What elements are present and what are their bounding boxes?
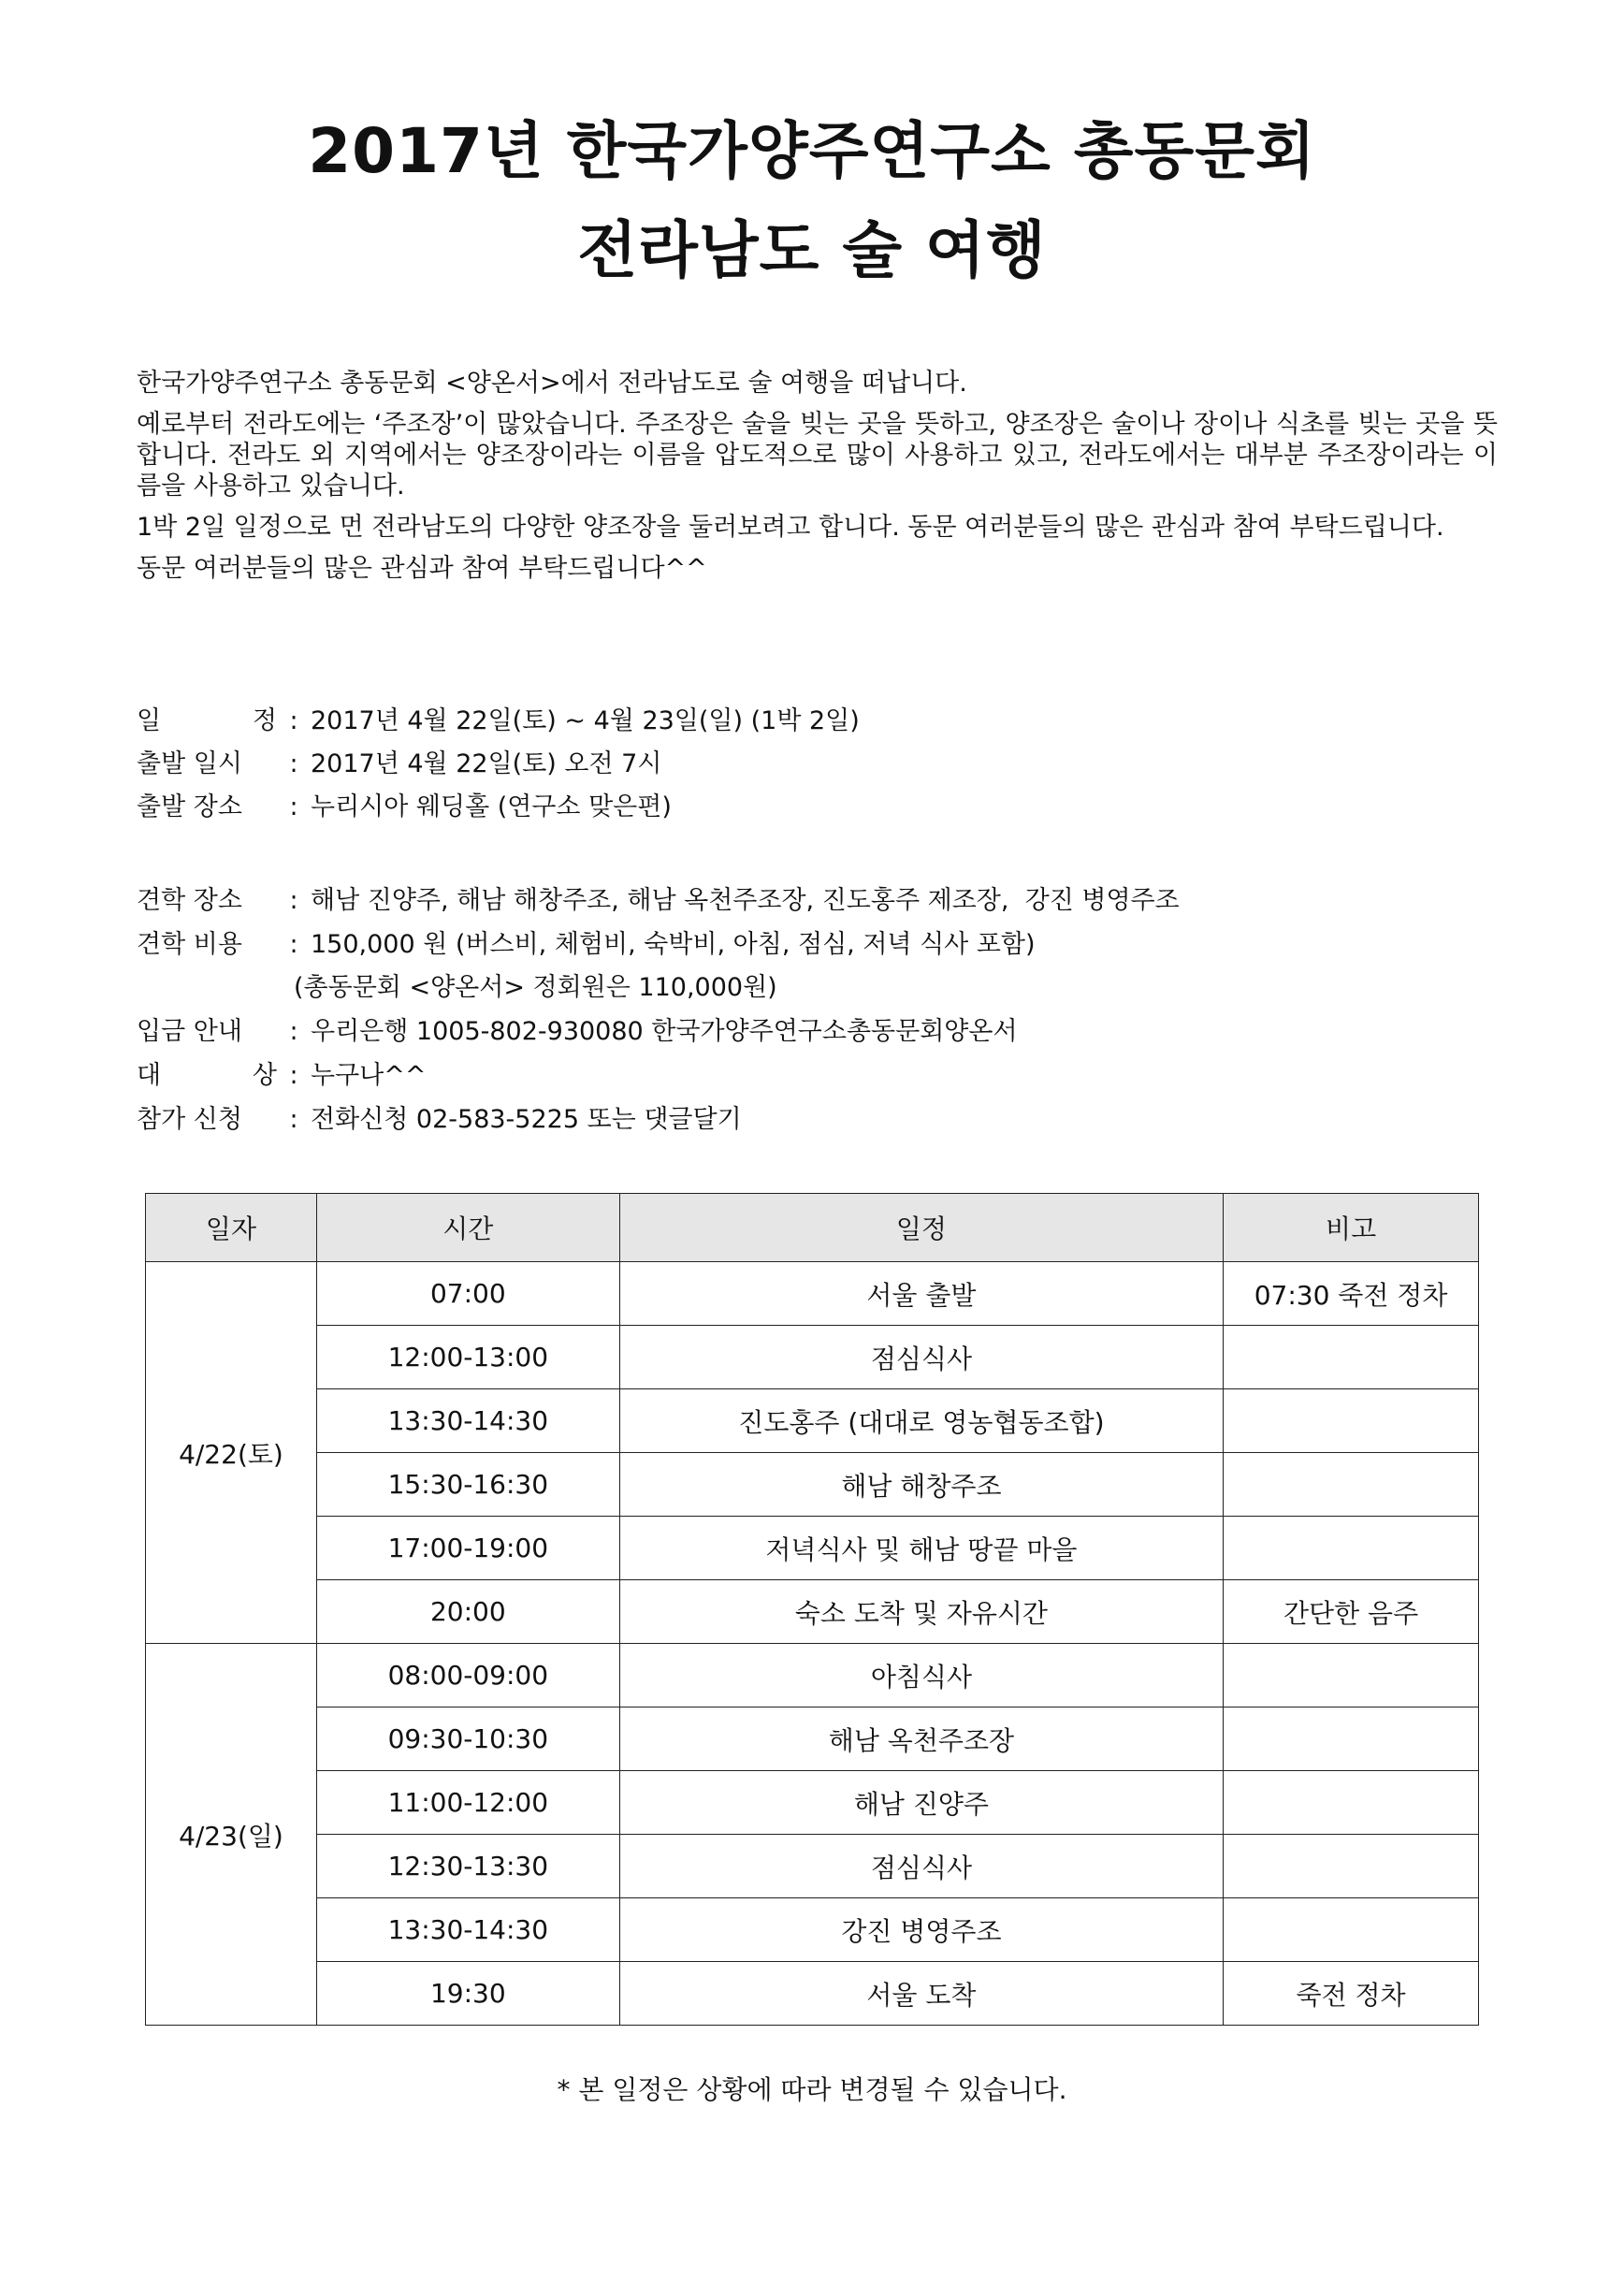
table-header-row: [146, 1194, 1479, 1262]
info-row-target: [137, 1060, 427, 1092]
time-cell: 07:00: [316, 1262, 619, 1326]
time-cell: 15:30-16:30: [316, 1453, 619, 1517]
info-value-apply: 전화신청 02-583-5225 또는 댓글달기: [311, 1105, 742, 1134]
info-colon: :: [289, 1017, 298, 1046]
info-value-target: 누구나^^: [311, 1061, 427, 1090]
table-row: [146, 1517, 1479, 1580]
info-row-cost-note: [137, 972, 777, 1004]
note-cell: 07:30 죽전 정차: [1224, 1262, 1479, 1326]
title-line-2: 전라남도 술 여행: [577, 214, 1047, 286]
schedule-cell: 해남 진양주: [619, 1771, 1223, 1835]
schedule-cell: 저녁식사 및 해남 땅끝 마을: [619, 1517, 1223, 1580]
schedule-table: [145, 1193, 1479, 2026]
table-row: [146, 1835, 1479, 1898]
header-note: 비고: [1224, 1194, 1479, 1262]
schedule-cell: 점심식사: [619, 1835, 1223, 1898]
time-cell: 19:30: [316, 1962, 619, 2026]
info-value-schedule: 2017년 4월 22일(토) ~ 4월 23일(일) (1박 2일): [311, 706, 860, 735]
table-row: [146, 1453, 1479, 1517]
table-row: [146, 1707, 1479, 1771]
info-row-departure-time: [137, 748, 661, 780]
info-colon: :: [289, 930, 298, 959]
table-row: [146, 1389, 1479, 1453]
header-date: 일자: [146, 1194, 317, 1262]
info-colon: :: [289, 1105, 298, 1134]
note-cell: 간단한 음주: [1224, 1580, 1479, 1644]
time-cell: 13:30-14:30: [316, 1389, 619, 1453]
time-cell: 17:00-19:00: [316, 1517, 619, 1580]
info-colon: :: [289, 749, 298, 778]
info-row-tour-places: [137, 885, 1180, 917]
table-row: [146, 1962, 1479, 2026]
info-colon: :: [289, 706, 298, 735]
header-schedule: 일정: [619, 1194, 1223, 1262]
info-value-deposit: 우리은행 1005-802-930080 한국가양주연구소총동문회양온서: [311, 1017, 1018, 1046]
schedule-cell: 점심식사: [619, 1326, 1223, 1389]
table-row: [146, 1580, 1479, 1644]
info-value-cost: 150,000 원 (버스비, 체험비, 숙박비, 아침, 점심, 저녁 식사 포함): [311, 930, 1036, 959]
info-row-apply: [137, 1104, 742, 1136]
info-label-departure-place: 출발 장소: [137, 792, 242, 821]
info-label-target: 대 상: [137, 1061, 277, 1090]
note-cell: [1224, 1707, 1479, 1771]
table-row: [146, 1262, 1479, 1326]
info-colon: :: [289, 886, 298, 915]
schedule-cell: 서울 도착: [619, 1962, 1223, 2026]
note-cell: [1224, 1771, 1479, 1835]
time-cell: 13:30-14:30: [316, 1898, 619, 1962]
time-cell: 09:30-10:30: [316, 1707, 619, 1771]
info-colon: :: [289, 792, 298, 821]
date-cell-day1: 4/22(토): [146, 1262, 317, 1644]
intro-paragraph: 한국가양주연구소 총동문회 <양온서>에서 전라남도로 술 여행을 떠납니다.: [137, 369, 967, 398]
date-cell-day2: 4/23(일): [146, 1644, 317, 2026]
time-cell: 12:00-13:00: [316, 1326, 619, 1389]
schedule-cell: 진도홍주 (대대로 영농협동조합): [619, 1389, 1223, 1453]
title-line-1: 2017년 한국가양주연구소 총동문회: [308, 115, 1316, 187]
info-row-departure-place: [137, 792, 672, 823]
time-cell: 11:00-12:00: [316, 1771, 619, 1835]
info-value-tour-places: 해남 진양주, 해남 해창주조, 해남 옥천주조장, 진도홍주 제조장, 강진 병영주조: [311, 886, 1180, 915]
header-time: 시간: [316, 1194, 619, 1262]
schedule-cell: 강진 병영주조: [619, 1898, 1223, 1962]
schedule-cell: 해남 옥천주조장: [619, 1707, 1223, 1771]
note-cell: [1224, 1835, 1479, 1898]
schedule-cell: 해남 해창주조: [619, 1453, 1223, 1517]
note-cell: [1224, 1326, 1479, 1389]
info-colon: :: [289, 1061, 298, 1090]
time-cell: 20:00: [316, 1580, 619, 1644]
note-cell: [1224, 1644, 1479, 1707]
note-cell: [1224, 1898, 1479, 1962]
intro-paragraph: 동문 여러분들의 많은 관심과 참여 부탁드립니다^^: [137, 554, 707, 583]
schedule-cell: 서울 출발: [619, 1262, 1223, 1326]
intro-paragraph: 1박 2일 일정으로 먼 전라남도의 다양한 양조장을 둘러보려고 합니다. 동문 여러분들의 많은 관심과 참여 부탁드립니다.: [137, 513, 1444, 542]
info-label-schedule: 일 정: [137, 706, 277, 735]
info-value-cost-note: (총동문회 <양온서> 정회원은 110,000원): [294, 973, 777, 1002]
time-cell: 12:30-13:30: [316, 1835, 619, 1898]
footnote: * 본 일정은 상황에 따라 변경될 수 있습니다.: [557, 2074, 1067, 2105]
info-row-deposit: [137, 1016, 1018, 1048]
note-cell: [1224, 1517, 1479, 1580]
schedule-cell: 아침식사: [619, 1644, 1223, 1707]
info-label-deposit: 입금 안내: [137, 1017, 242, 1046]
info-label-cost: 견학 비용: [137, 930, 242, 959]
schedule-cell: 숙소 도착 및 자유시간: [619, 1580, 1223, 1644]
table-row: [146, 1771, 1479, 1835]
note-cell: [1224, 1453, 1479, 1517]
info-label-tour-places: 견학 장소: [137, 886, 242, 915]
table-row: [146, 1326, 1479, 1389]
info-row-schedule: [137, 705, 860, 737]
note-cell: [1224, 1389, 1479, 1453]
info-label-apply: 참가 신청: [137, 1105, 242, 1134]
info-label-departure-time: 출발 일시: [137, 749, 242, 778]
intro-paragraph: 예로부터 전라도에는 ‘주조장’이 많았습니다. 주조장은 술을 빚는 곳을 뜻하고, 양조장은 술이나 장이나 식초를 빚는 곳을 뜻합니다. 전라도 외 지역에서는 양조장이라는 이름을 압도적으로 많이 사용하고 있고, 전라도에서는 대부분 주조장이라는 이름을 사용하고 있습니다.: [137, 410, 1498, 501]
info-value-departure-time: 2017년 4월 22일(토) 오전 7시: [311, 749, 662, 778]
table-row: [146, 1644, 1479, 1707]
time-cell: 08:00-09:00: [316, 1644, 619, 1707]
intro-section: [137, 368, 1498, 594]
info-row-cost: [137, 929, 1036, 961]
note-cell: 죽전 정차: [1224, 1962, 1479, 2026]
table-row: [146, 1898, 1479, 1962]
info-value-departure-place: 누리시아 웨딩홀 (연구소 맞은편): [311, 792, 672, 821]
